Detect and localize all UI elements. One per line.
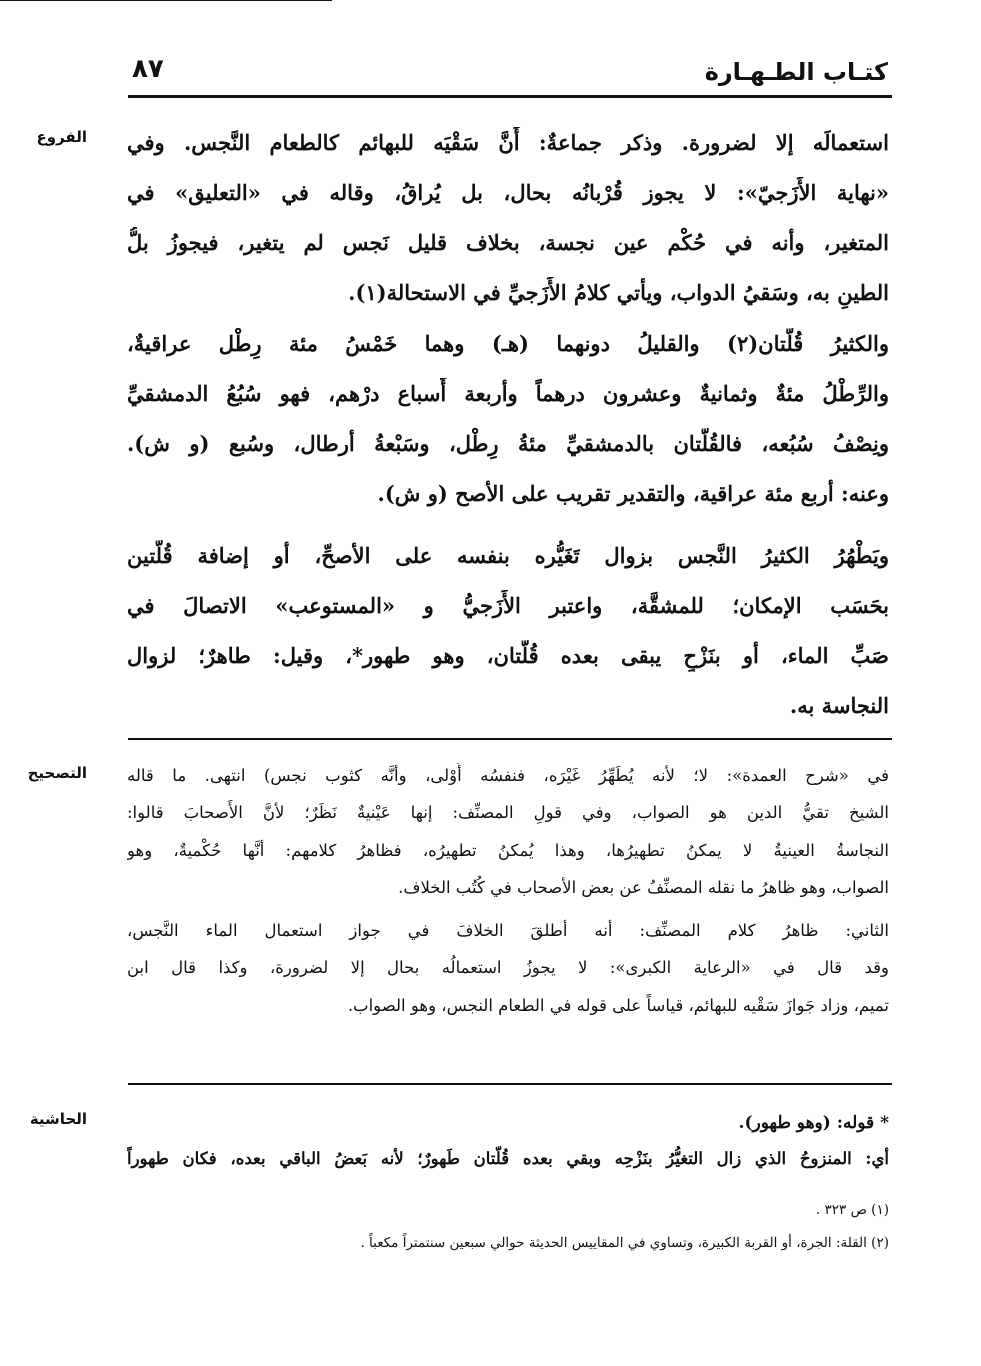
footnote-rule xyxy=(0,0,332,1)
main-text-line: «نهاية الأَزَجيّ»: لا يجوز قُرْبانُه بحال، بل يُراقُ، وقاله في «التعليق» في xyxy=(127,180,889,205)
main-text-line: الطينِ به، وسَقيُ الدواب، ويأتي كلامُ الأَزَجيِّ في الاستحالة(١). xyxy=(348,280,889,305)
main-text-line: المتغير، وأنه في حُكْم عين نجسة، بخلاف قليل نَجس لم يتغير، فيجوزُ بلُّ xyxy=(127,230,889,255)
hashiya-heading: * قوله: (وهو طهور). xyxy=(738,1113,889,1133)
section-label-tashih: التصحيح xyxy=(27,764,87,782)
tashih-line: تميم، وزاد جَوازَ سَقْيه للبهائم، قياساً على قوله في الطعام النجس، وهو الصواب. xyxy=(347,996,889,1015)
main-text-line: استعمالَه إلا لضرورة. وذكر جماعةٌ: أَنَّ سَقْيَه للبهائم كالطعام النَّجس. وفي xyxy=(127,130,889,155)
header-rule xyxy=(128,95,892,98)
running-header-title: كتـاب الطـهـارة xyxy=(704,58,888,86)
footnote: (٢) القلة: الجرة، أو القربة الكبيرة، وتساوي في المقاييس الحديثة حوالي سبعين سنتمتراً مكعباً . xyxy=(360,1235,889,1251)
main-text-line: والرِّطْلُ مئةٌ وثمانيةٌ وعشرون درهماً وأربعة أَسباع درْهم، فهو سُبُعُ الدمشقيِّ xyxy=(127,381,889,406)
tashih-line: وقد قال في «الرعاية الكبرى»: لا يجوزُ استعمالُه بحال إلا لضرورة، وكذا قال ابن xyxy=(127,958,889,977)
page-number: ٨٧ xyxy=(132,54,164,84)
main-text-line: وعنه: أربع مئة عراقية، والتقدير تقريب على الأصح (و ش). xyxy=(377,481,889,506)
tashih-line: في «شرح العمدة»: لا؛ لأنه يُطَهِّرُ غَيْرَه، فنفسُه أَوْلى، وأنَّه كثوب نجس) انتهى. ما قاله xyxy=(127,766,889,785)
main-text-line: ونِصْفُ سُبُعه، فالقُلَّتان بالدمشقيِّ مئةُ رِطْل، وسَبْعةُ أرطال، وسُبع (و ش). xyxy=(127,431,889,456)
footnote: (١) ص ٣٢٣ . xyxy=(815,1202,889,1218)
main-text-line: صَبِّ الماء، أو بنَزْحٍ يبقى بعده قُلَّتان، وهو طهور*، وقيل: طاهرٌ؛ لزوال xyxy=(127,643,889,668)
section-label-furoo: الفروع xyxy=(36,128,87,146)
tashih-line: الصواب، وهو ظاهرُ ما نقله المصنِّفُ عن بعض الأصحاب في كُتُب الخلاف. xyxy=(398,878,889,897)
tashih-line: الثاني: ظاهرُ كلام المصنِّف: أنه أطلقَ الخلافَ في جواز استعمال الماء النَّجس، xyxy=(127,921,889,940)
section-divider xyxy=(128,1083,892,1085)
tashih-line: الشيخ تقيُّ الدين هو الصواب، وفي قولِ المصنِّف: إنها عَيْنيةٌ نَظَرٌ؛ لأنَّ الأَصحابَ قالوا: xyxy=(127,803,889,822)
section-label-hashiya: الحاشية xyxy=(29,1110,87,1128)
main-text-line: ويَطْهُرُ الكثيرُ النَّجس بزوال تَغَيُّره بنفسه على الأصحِّ، أو إضافة قُلَّتين xyxy=(127,543,889,568)
hashiya-text: أي: المنزوحُ الذي زال التغيُّرُ بنَزْحِه وبقي بعده قُلَّتان طَهورٌ؛ لأنه بَعضُ الباقي بعده، فكان طهوراً xyxy=(127,1149,889,1168)
main-text-line: النجاسة به. xyxy=(789,693,889,718)
section-divider xyxy=(128,738,892,740)
main-text-line: والكثيرُ قُلَّتان(٢) والقليلُ دونهما (هـ) وهما خَمْسُ مئة رِطْل عراقيةٌ، xyxy=(127,331,889,356)
tashih-line: النجاسةُ العينيةُ لا يمكنُ تطهيرُها، وهذا يُمكنُ تطهيرُه، فظاهرُ كلامهم: أنَّها حُكْميةٌ، وهو xyxy=(127,841,889,860)
main-text-line: بحَسَب الإمكان؛ للمشقَّة، واعتبر الأَزَجيُّ و «المستوعب» الاتصالَ في xyxy=(127,593,889,618)
